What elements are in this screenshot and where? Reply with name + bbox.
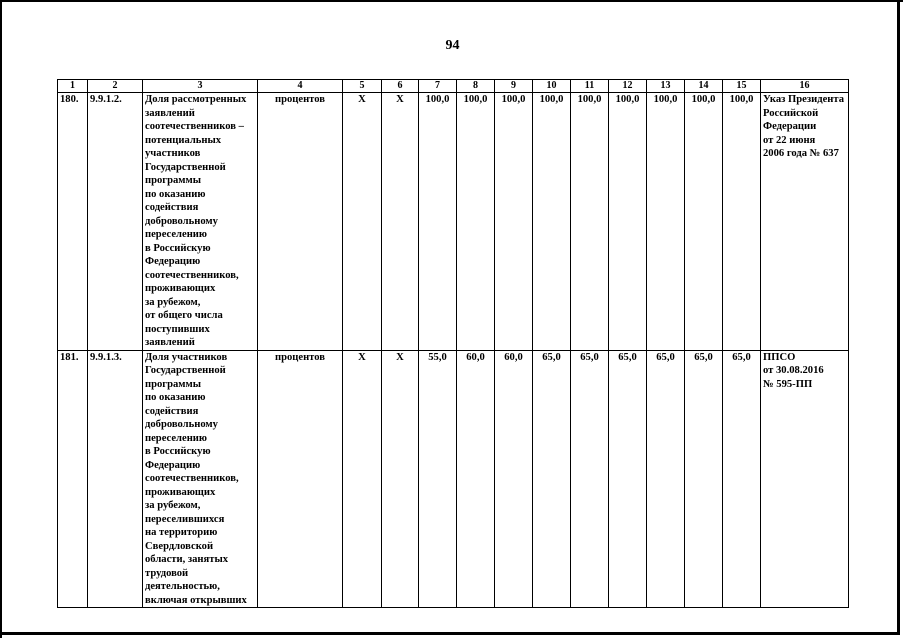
indicator-table <box>57 79 849 608</box>
header-cell: 11 <box>571 80 609 93</box>
value-cell: 100,0 <box>495 93 533 351</box>
value-cell: X <box>343 350 382 608</box>
header-cell: 8 <box>457 80 495 93</box>
frame-left-edge <box>0 0 2 638</box>
header-row <box>58 80 849 93</box>
header-cell: 15 <box>723 80 761 93</box>
header-cell: 13 <box>647 80 685 93</box>
row-number: 181. <box>58 350 88 608</box>
value-cell: 100,0 <box>419 93 457 351</box>
page-number: 94 <box>445 38 460 53</box>
value-cell: X <box>343 93 382 351</box>
value-cell: 65,0 <box>533 350 571 608</box>
header-cell: 10 <box>533 80 571 93</box>
value-cell: 100,0 <box>685 93 723 351</box>
value-cell: X <box>382 93 419 351</box>
unit-cell: процентов <box>258 350 343 608</box>
value-cell: 65,0 <box>723 350 761 608</box>
value-cell: 100,0 <box>457 93 495 351</box>
value-cell: 65,0 <box>647 350 685 608</box>
value-cell: X <box>382 350 419 608</box>
value-cell: 100,0 <box>609 93 647 351</box>
header-cell: 1 <box>58 80 88 93</box>
value-cell: 65,0 <box>685 350 723 608</box>
unit-cell: процентов <box>258 93 343 351</box>
header-cell: 14 <box>685 80 723 93</box>
header-cell: 9 <box>495 80 533 93</box>
header-cell: 7 <box>419 80 457 93</box>
header-cell: 3 <box>143 80 258 93</box>
frame-top-edge <box>1 0 903 2</box>
header-cell: 16 <box>761 80 849 93</box>
source-document: ППСО от 30.08.2016 № 595-ПП <box>761 350 849 608</box>
value-cell: 65,0 <box>571 350 609 608</box>
value-cell: 60,0 <box>457 350 495 608</box>
indicator-name: Доля рассмотренных заявлений соотечественников – потенциальных участников Государственной программы по оказанию содействия добровольному переселению в Российскую Федерацию соотечественников, проживающих за рубежом, от общего числа поступивших заявлений <box>143 93 258 351</box>
table-row <box>58 93 849 351</box>
value-cell: 100,0 <box>647 93 685 351</box>
value-cell: 55,0 <box>419 350 457 608</box>
source-document: Указ Президента Российской Федерации от 22 июня 2006 года № 637 <box>761 93 849 351</box>
header-cell: 2 <box>88 80 143 93</box>
value-cell: 100,0 <box>723 93 761 351</box>
header-cell: 4 <box>258 80 343 93</box>
table-row <box>58 350 849 608</box>
value-cell: 65,0 <box>609 350 647 608</box>
indicator-code: 9.9.1.3. <box>88 350 143 608</box>
value-cell: 100,0 <box>571 93 609 351</box>
value-cell: 60,0 <box>495 350 533 608</box>
indicator-name: Доля участников Государственной программы по оказанию содействия добровольному переселению в Российскую Федерацию соотечественников, проживающих за рубежом, переселившихся на территорию Свердловской области, занятых трудовой деятельностью, включая открывших <box>143 350 258 608</box>
header-cell: 6 <box>382 80 419 93</box>
row-number: 180. <box>58 93 88 351</box>
header-cell: 5 <box>343 80 382 93</box>
header-cell: 12 <box>609 80 647 93</box>
indicator-code: 9.9.1.2. <box>88 93 143 351</box>
value-cell: 100,0 <box>533 93 571 351</box>
